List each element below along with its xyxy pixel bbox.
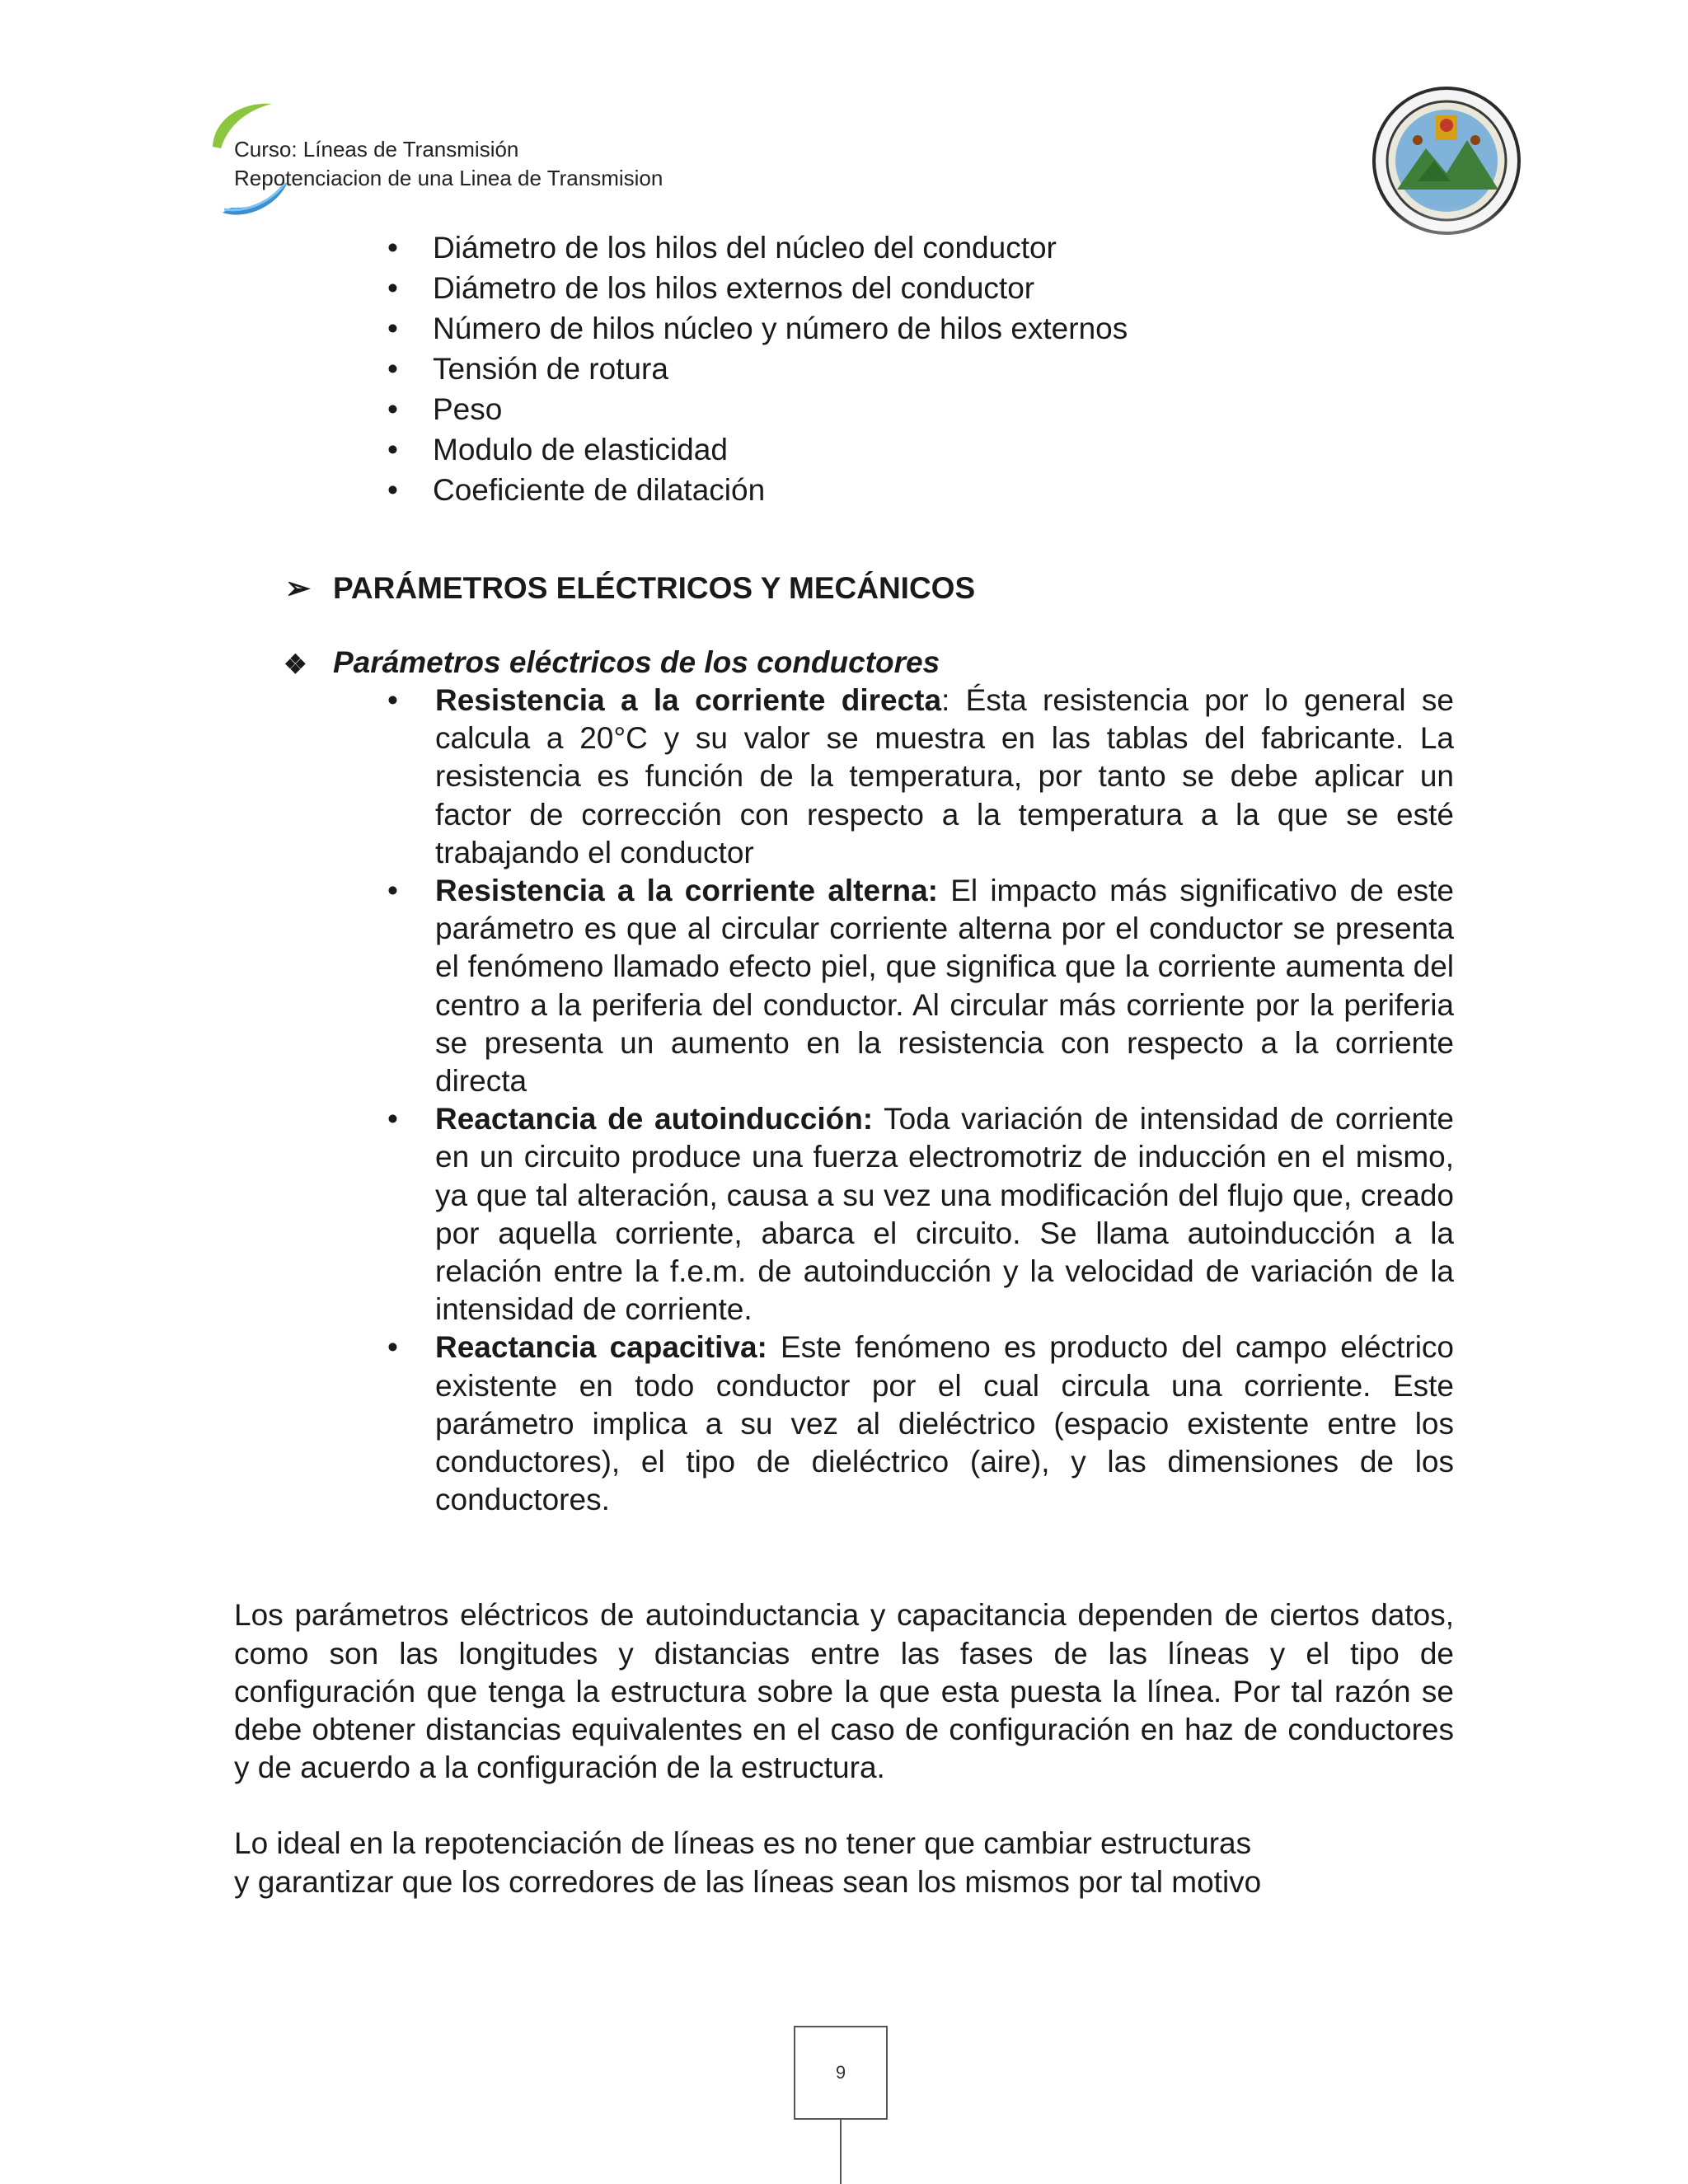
- list-item: [387, 1329, 1454, 1519]
- bullet-icon: •: [387, 271, 398, 305]
- document-subtitle: Repotenciacion de una Linea de Transmision: [234, 166, 663, 190]
- body-paragraph: Los parámetros eléctricos de autoinductancia y capacitancia dependen de ciertos datos, como son las longitudes y distancias entre las fases de las líneas y el tipo de configuración que tenga la estructura sobre la que esta puesta la línea. Por tal razón se debe obtener distancias equivalentes en el caso de configuración en haz de conductores y de acuerdo a la configuración de la estructura.: [234, 1598, 1454, 1785]
- bullet-icon: •: [387, 473, 398, 507]
- list-item: • Tensión de rotura: [387, 349, 1454, 389]
- bullet-icon: •: [387, 683, 398, 717]
- parameter-term: Reactancia de autoinducción:: [435, 1102, 874, 1137]
- list-item: • Coeficiente de dilatación: [387, 470, 1454, 510]
- parameter-description: El impacto más significativo de este parámetro es que al circular corriente alterna por el conductor se presenta el fenómeno llamado efecto piel, que significa que la corriente aumenta del centro a la periferia del conductor. Al circular más corriente por la periferia se presenta un aumento en la resistencia con respecto a la corriente directa: [435, 874, 1455, 1099]
- conductor-properties-list: [234, 227, 1454, 510]
- section-heading: ➢ PARÁMETROS ELÉCTRICOS Y MECÁNICOS: [234, 568, 1454, 609]
- parameter-term: Resistencia a la corriente alterna:: [435, 874, 938, 908]
- subheading: ❖ Parámetros eléctricos de los conductores: [234, 644, 1454, 682]
- parameter-description: Toda variación de intensidad de corriente en un circuito produce una fuerza electromotriz de inducción en el mismo, ya que tal alteración, causa a su vez una modificación del flujo que, creado por aquella corriente, abarca el circuito. Se llama autoinducción a la relación entre la f.e.m. de autoinducción y la velocidad de variación de la intensidad de corriente.: [435, 1102, 1454, 1327]
- list-item: • Peso: [387, 389, 1454, 429]
- bullet-icon: •: [387, 1330, 398, 1365]
- document-header: [234, 135, 663, 193]
- body-paragraph: Lo ideal en la repotenciación de líneas es no tener que cambiar estructuras y garantizar que los corredores de las líneas sean los mismos por tal motivo: [234, 1826, 1262, 1899]
- bullet-icon: •: [387, 392, 398, 426]
- electrical-parameters-list: [234, 682, 1454, 1519]
- list-item: • Número de hilos núcleo y número de hilos externos: [387, 308, 1454, 349]
- parameter-term: Resistencia a la corriente directa: [435, 683, 942, 717]
- list-item: • Diámetro de los hilos del núcleo del conductor: [387, 227, 1454, 268]
- bullet-icon: •: [387, 874, 398, 908]
- parameter-term: Reactancia capacitiva:: [435, 1330, 767, 1365]
- bullet-icon: •: [387, 352, 398, 386]
- list-item: • Diámetro de los hilos externos del conductor: [387, 268, 1454, 308]
- list-item: [387, 1100, 1454, 1329]
- page-content: [234, 227, 1454, 1901]
- bullet-icon: •: [387, 312, 398, 345]
- course-title: Curso: Líneas de Transmisión: [234, 137, 519, 162]
- list-item: • Modulo de elasticidad: [387, 429, 1454, 470]
- bullet-icon: •: [387, 433, 398, 466]
- parameter-description: Ésta resistencia por lo general se calcula a 20°C y su valor se muestra en las tablas del fabricante. La resistencia es función de la temperatura, por tanto se debe aplicar un factor de corrección con respecto a la temperatura a la que se esté trabajando el conductor: [435, 683, 1454, 869]
- bullet-icon: •: [387, 231, 398, 265]
- page-number: 9: [794, 2026, 888, 2120]
- bullet-icon: •: [387, 1102, 398, 1137]
- diamond-bullet-icon: ❖: [284, 649, 307, 679]
- parameter-description: Este fenómeno es producto del campo eléctrico existente en todo conductor por el cual circula una corriente. Este parámetro implica a su vez al dieléctrico (espacio existente entre los conductores), el tipo de dieléctrico (aire), y las dimensiones de los conductores.: [435, 1330, 1454, 1517]
- arrow-bullet-icon: ➢: [285, 571, 312, 605]
- list-item: [387, 872, 1454, 1100]
- list-item: • Resistencia a la corriente directa: Ésta resistencia por lo general se calcula a 20°C y su valor se muestra en las tablas del fabricante. La resistencia es función de la temperatura, por tanto se debe aplicar un factor de corrección con respecto a la temperatura a la que se esté trabajando el conductor: [387, 683, 1454, 869]
- footer-line: [840, 2120, 842, 2184]
